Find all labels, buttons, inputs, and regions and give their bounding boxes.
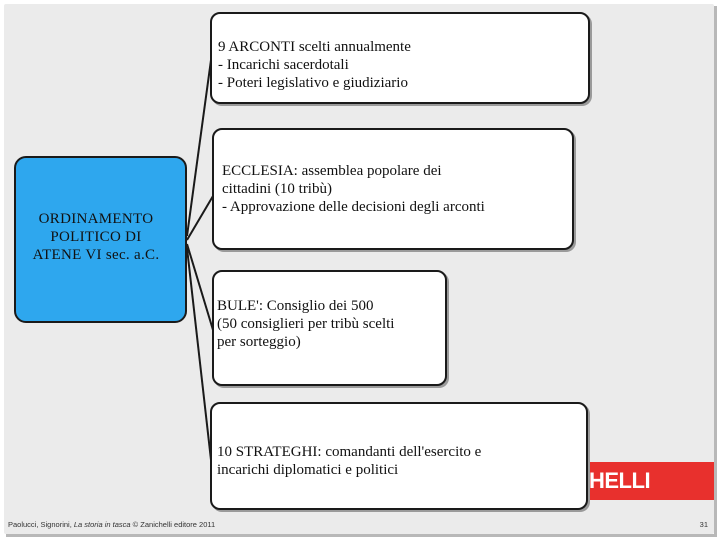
node-arconti-line-1	[218, 38, 411, 56]
node-bule-first-rest: : Consiglio dei 500	[258, 298, 374, 314]
slide-shadow-bottom	[6, 534, 717, 537]
node-arconti-keyword: 9 ARCONTI	[218, 39, 296, 55]
node-ecclesia-keyword: ECCLESIA	[222, 163, 294, 179]
root-label-line-2: POLITICO DI	[50, 229, 142, 245]
node-ecclesia-line-1	[222, 162, 485, 180]
node-ecclesia-line-2: cittadini (10 tribù)	[222, 181, 332, 197]
root-label-line-1: ORDINAMENTO	[38, 211, 154, 227]
node-ecclesia-line-3: - Approvazione delle decisioni degli arconti	[222, 199, 485, 215]
node-strateghi-first-rest: : comandanti dell'esercito e	[317, 444, 482, 460]
node-strateghi-text	[217, 443, 481, 479]
node-strateghi-line-2: incarichi diplomatici e politici	[217, 462, 399, 478]
footer-credit-title: La storia in tasca	[73, 520, 131, 529]
node-arconti-text	[218, 38, 411, 92]
node-arconti-line-2: - Incarichi sacerdotali	[218, 57, 349, 73]
node-bule-line-3: per sorteggio)	[217, 334, 301, 350]
publisher-logo-bar	[583, 462, 714, 500]
root-node-label	[6, 210, 186, 264]
node-bule-text	[217, 297, 394, 351]
page-number: 31	[699, 520, 708, 529]
node-ecclesia-text	[222, 162, 485, 216]
footer-credit	[8, 520, 215, 529]
node-bule-keyword: BULE'	[217, 298, 259, 314]
node-arconti-first-rest: scelti annualmente	[295, 39, 411, 55]
node-bule-line-2: (50 consiglieri per tribù scelti	[217, 316, 395, 332]
node-strateghi-line-1	[217, 443, 481, 461]
node-ecclesia-first-rest: : assemblea popolare dei	[293, 163, 442, 179]
node-arconti-line-3: - Poteri legislativo e giudiziario	[218, 75, 408, 91]
footer-credit-publisher: © Zanichelli editore 2011	[130, 520, 216, 529]
root-label-line-3: ATENE VI sec. a.C.	[32, 247, 160, 263]
node-bule-line-1	[217, 297, 394, 315]
slide-shadow-right	[714, 6, 717, 536]
footer-credit-authors: Paolucci, Signorini,	[8, 520, 74, 529]
node-strateghi-keyword: 10 STRATEGHI	[217, 444, 318, 460]
publisher-logo-text: HELLI	[589, 468, 651, 493]
